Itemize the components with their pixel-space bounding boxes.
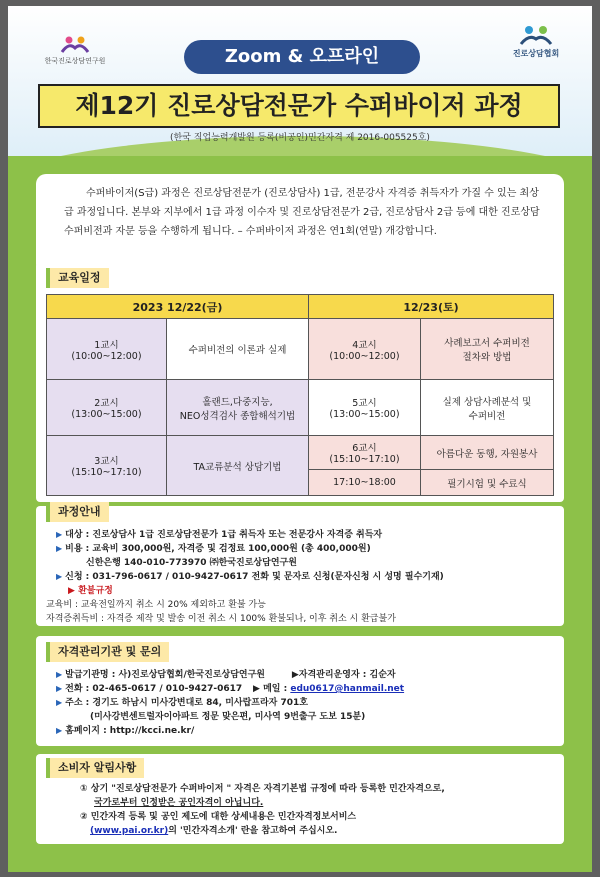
notice-heading: 소비자 알림사항 bbox=[46, 758, 144, 778]
list-item: ▶ 대상 : 진로상담사 1급 진로상담전문가 1급 취득자 또는 전문강사 자격증 취득자 bbox=[56, 530, 383, 540]
notice-info bbox=[80, 782, 550, 838]
registration-subtitle: (한국 직업능력개발원 등록(비공인)민간자격 제 2016-005525호) bbox=[170, 133, 430, 143]
triangle-bullet-icon: ▶ bbox=[56, 544, 63, 553]
topic-cell: 필기시험 및 수료식 bbox=[421, 470, 554, 496]
intro-text: 수퍼바이저(S급) 과정은 진로상담전문가 (진로상담사) 1급, 전문강사 자격증 취득자가 가질 수 있는 최상급 과정입니다. 본부와 지부에서 1급 과정 이수자 및 진로상담전문가 2급, 진로상담사 2급 등에 대한 진로상담 수퍼비전과 자문 등을 수행하게 됩니다. – 수퍼바이저 과정은 연1회(연말) 개강합니다. bbox=[64, 188, 540, 237]
list-item: ▶ 주소 : 경기도 하남시 미사강변대로 84, 미사랍프라자 701호 bbox=[56, 698, 308, 708]
logo-right-text: 진로상담협회 bbox=[512, 49, 560, 58]
list-item: ② 민간자격 등록 및 공인 제도에 대한 상세내용은 민간자격정보서비스 bbox=[80, 812, 357, 822]
refund-heading: ▶ 환불규정 bbox=[68, 586, 113, 596]
logo-left bbox=[30, 34, 120, 66]
people-logo-icon bbox=[519, 24, 553, 46]
people-logo-icon bbox=[60, 34, 90, 54]
list-item: ▶ 신청 : 031-796-0617 / 010-9427-0617 전화 및 문자로 신청(문자신청 시 성명 필수기재) bbox=[56, 572, 444, 582]
contact-info bbox=[56, 668, 546, 738]
homepage-link[interactable]: 홈페이지 : http://kcci.ne.kr/ bbox=[65, 726, 195, 736]
period-cell: 1교시 (10:00~12:00) bbox=[47, 319, 167, 380]
poster bbox=[8, 6, 592, 872]
period-cell: 3교시 (15:10~17:10) bbox=[47, 436, 167, 496]
course-heading: 과정안내 bbox=[46, 502, 109, 522]
logo-left-text: 한국진로상담연구원 bbox=[44, 57, 106, 65]
list-item: ▶ 비용 : 교육비 300,000원, 자격증 및 검정료 100,000원 (총 400,000원) bbox=[56, 544, 371, 554]
triangle-bullet-icon: ▶ bbox=[68, 586, 79, 596]
list-item: 자격증취득비 : 자격증 제작 및 발송 이전 취소 시 100% 환불되나, 이후 취소 시 환급불가 bbox=[46, 614, 396, 624]
list-item: (www.pai.or.kr)의 '민간자격소개' 란을 참고하여 주십시오. bbox=[90, 826, 338, 836]
topic-cell: 사례보고서 수퍼비전 절차와 방법 bbox=[421, 319, 554, 380]
period-cell: 4교시 (10:00~12:00) bbox=[309, 319, 421, 380]
topic-cell: 아름다운 동행, 자원봉사 bbox=[421, 436, 554, 470]
period-cell: 17:10~18:00 bbox=[309, 470, 421, 496]
list-item: ▶ 전화 : 02-465-0617 / 010-9427-0617 ▶ 메일 : edu0617@hanmail.net bbox=[56, 684, 405, 694]
topic-cell: 홀랜드,다중지능, NEO성격검사 종합해석기법 bbox=[167, 380, 309, 436]
schedule-heading: 교육일정 bbox=[46, 268, 109, 288]
triangle-bullet-icon: ▶ bbox=[56, 684, 63, 693]
list-item: 신한은행 140-010-773970 ㈜한국진로상담연구원 bbox=[86, 558, 297, 568]
triangle-bullet-icon: ▶ bbox=[56, 726, 63, 735]
email-link[interactable]: edu0617@hanmail.net bbox=[290, 684, 405, 694]
period-cell: 6교시 (15:10~17:10) bbox=[309, 436, 421, 470]
period-cell: 2교시 (13:00~15:00) bbox=[47, 380, 167, 436]
topic-cell: 실제 상담사례분석 및 수퍼비전 bbox=[421, 380, 554, 436]
period-cell: 5교시 (13:00~15:00) bbox=[309, 380, 421, 436]
page-title: 제12기 진로상담전문가 수퍼바이저 과정 bbox=[38, 84, 560, 128]
topic-cell: 수퍼비전의 이론과 실제 bbox=[167, 319, 309, 380]
list-item: (미사강변센트럴자이아파트 정문 맞은편, 미사역 9번출구 도보 15분) bbox=[90, 712, 366, 722]
list-item: 교육비 : 교육전일까지 취소 시 20% 제외하고 환불 가능 bbox=[46, 600, 266, 610]
format-badge: Zoom & 오프라인 bbox=[184, 40, 420, 74]
list-item: ① 상기 "진로상담전문가 수퍼바이저 " 자격은 자격기본법 규정에 따라 등록한 민간자격으로, bbox=[80, 784, 445, 794]
pai-link[interactable]: (www.pai.or.kr) bbox=[90, 826, 169, 836]
triangle-bullet-icon: ▶ bbox=[56, 572, 63, 581]
triangle-bullet-icon: ▶ bbox=[56, 530, 63, 539]
list-item bbox=[56, 724, 546, 738]
contact-heading: 자격관리기관 및 문의 bbox=[46, 642, 169, 662]
triangle-bullet-icon: ▶ bbox=[56, 670, 63, 679]
course-info bbox=[46, 528, 546, 626]
triangle-bullet-icon: ▶ bbox=[56, 698, 63, 707]
day2-header: 12/23(토) bbox=[309, 295, 554, 319]
list-item: 국가로부터 인정받은 공인자격이 아닙니다. bbox=[94, 798, 264, 808]
schedule-table bbox=[46, 294, 554, 496]
day1-header: 2023 12/22(금) bbox=[47, 295, 309, 319]
topic-cell: TA교류분석 상담기법 bbox=[167, 436, 309, 496]
logo-right bbox=[496, 24, 576, 59]
list-item: ▶ 발급기관명 : 사)진로상담협회/한국진로상담연구원 ▶자격관리운영자 : 김순자 bbox=[56, 670, 396, 680]
